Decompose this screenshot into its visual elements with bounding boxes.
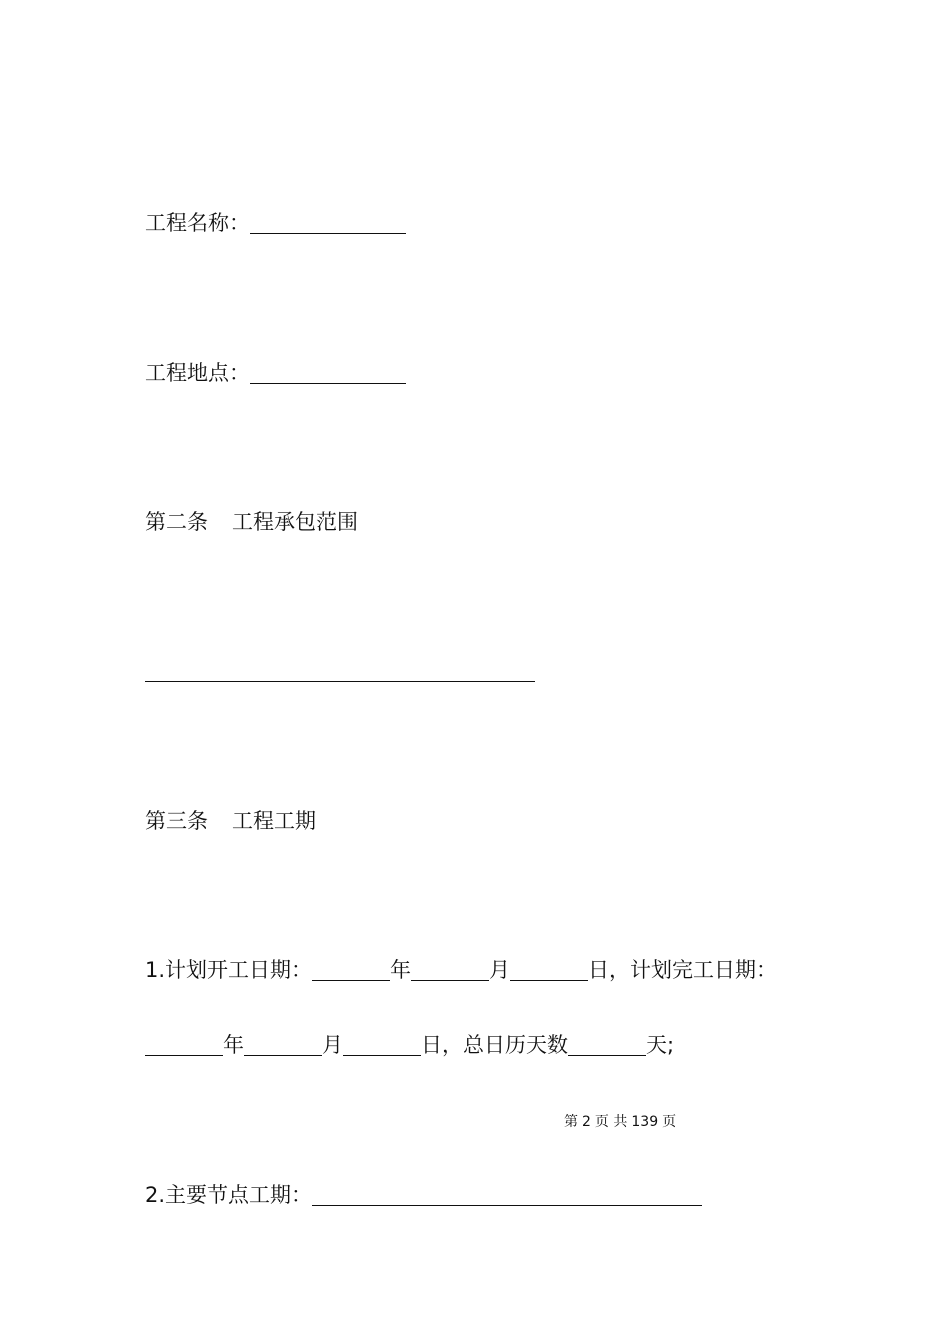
project-location-row bbox=[145, 358, 406, 388]
schedule-item1-line2 bbox=[145, 1030, 674, 1060]
year-label: 年 bbox=[390, 958, 412, 982]
scope-row bbox=[145, 656, 535, 686]
project-location-label: 工程地点： bbox=[145, 361, 250, 385]
project-location-blank[interactable] bbox=[250, 361, 406, 384]
total-days-label: 日，总日历天数 bbox=[421, 1033, 568, 1057]
article3-heading bbox=[145, 806, 316, 836]
end-year-blank[interactable] bbox=[145, 1033, 223, 1056]
planned-end-label: 日，计划完工日期： bbox=[588, 958, 778, 982]
project-name-row bbox=[145, 208, 406, 238]
start-year-blank[interactable] bbox=[312, 958, 390, 981]
article2-heading bbox=[145, 507, 358, 537]
milestone-label: 2.主要节点工期： bbox=[145, 1183, 313, 1207]
total-days-blank[interactable] bbox=[568, 1033, 646, 1056]
days-suffix: 天; bbox=[646, 1033, 675, 1057]
footer-mid: 页 共 bbox=[594, 1114, 628, 1130]
page-footer bbox=[564, 1112, 680, 1132]
footer-prefix: 第 bbox=[564, 1114, 578, 1130]
article3-number: 第三条 bbox=[145, 809, 208, 833]
month-label: 月 bbox=[489, 958, 511, 982]
year2-label: 年 bbox=[223, 1033, 244, 1057]
project-name-blank[interactable] bbox=[250, 211, 406, 234]
article3-title: 工程工期 bbox=[232, 809, 316, 833]
planned-start-label: 1.计划开工日期： bbox=[145, 958, 313, 982]
schedule-item1-line1 bbox=[145, 955, 777, 985]
end-month-blank[interactable] bbox=[244, 1033, 322, 1056]
month2-label: 月 bbox=[322, 1033, 343, 1057]
schedule-item2 bbox=[145, 1180, 702, 1210]
footer-total-pages: 139 bbox=[631, 1114, 659, 1130]
start-day-blank[interactable] bbox=[510, 958, 588, 981]
end-day-blank[interactable] bbox=[343, 1033, 421, 1056]
milestone-blank[interactable] bbox=[312, 1183, 702, 1206]
article2-number: 第二条 bbox=[145, 510, 208, 534]
project-name-label: 工程名称： bbox=[145, 211, 250, 235]
article2-title: 工程承包范围 bbox=[232, 510, 358, 534]
footer-suffix: 页 bbox=[662, 1114, 677, 1130]
footer-page-number: 2 bbox=[582, 1114, 591, 1130]
scope-blank[interactable] bbox=[145, 659, 535, 682]
start-month-blank[interactable] bbox=[411, 958, 489, 981]
